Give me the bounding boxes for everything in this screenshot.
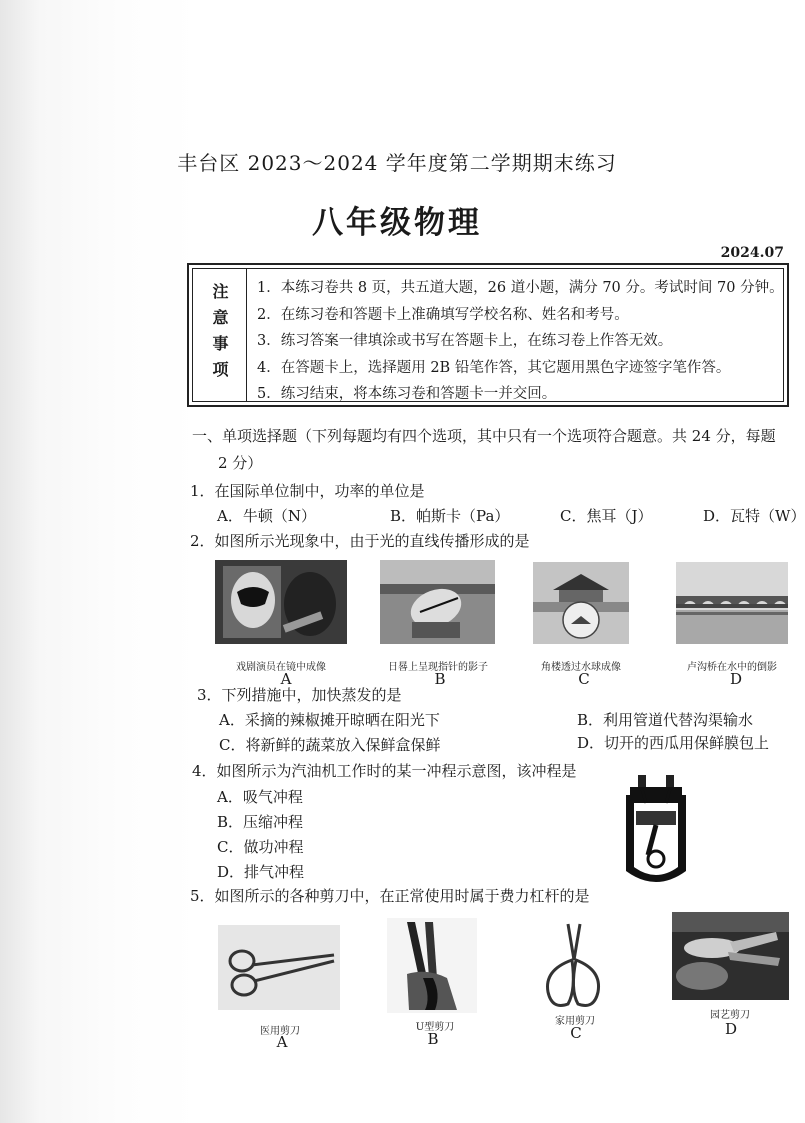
q5-letter-a: A	[276, 1033, 288, 1051]
q5-letter-b: B	[427, 1030, 439, 1048]
q4-option-a: A．吸气冲程	[217, 788, 303, 806]
q4-option-d: D．排气冲程	[217, 863, 305, 881]
notice-item: 5．练习结束，将本练习卷和答题卡一并交回。	[257, 386, 557, 402]
q1-option-d: D．瓦特（W）	[703, 507, 805, 525]
notice-item: 4．在答题卡上，选择题用 2B 铅笔作答，其它题用黑色字迹签字笔作答。	[257, 359, 731, 376]
q5-caption-a: 医用剪刀	[260, 1026, 300, 1037]
engine-stroke-diagram	[620, 775, 692, 885]
q3-option-c: C．将新鲜的蔬菜放入保鲜盒保鲜	[219, 736, 441, 754]
q5-stem: 5．如图所示的各种剪刀中，在正常使用时属于费力杠杆的是	[190, 887, 590, 905]
subject-title: 八年级物理	[312, 205, 482, 241]
section-heading-cont: 2 分）	[218, 454, 263, 472]
q5-caption-d: 园艺剪刀	[710, 1010, 750, 1021]
notice-item: 2．在练习卷和答题卡上准确填写学校名称、姓名和考号。	[257, 306, 629, 323]
notice-label: 注意事项	[193, 269, 247, 401]
q3-option-a: A．采摘的辣椒摊开晾晒在阳光下	[219, 711, 440, 729]
q1-option-b: B．帕斯卡（Pa）	[390, 507, 510, 525]
q2-letter-c: C	[578, 670, 590, 688]
water-ball-image	[533, 562, 629, 644]
q2-letter-d: D	[729, 670, 743, 688]
q5-caption-b: U型剪刀	[415, 1022, 455, 1033]
q3-stem: 3．下列措施中，加快蒸发的是	[197, 686, 402, 704]
q4-stem: 4．如图所示为汽油机工作时的某一冲程示意图，该冲程是	[192, 762, 577, 780]
q5-letter-c: C	[570, 1024, 582, 1042]
notice-items	[257, 275, 783, 408]
notice-item: 1．本练习卷共 8 页，共五道大题，26 道小题，满分 70 分。考试时间 70 分钟。	[257, 280, 784, 296]
medical-scissors-image	[218, 925, 340, 1010]
q3-option-d: D．切开的西瓜用保鲜膜包上	[577, 734, 770, 752]
q4-option-c: C．做功冲程	[217, 838, 304, 856]
q2-caption-d: 卢沟桥在水中的倒影	[687, 662, 777, 673]
q2-caption-c: 角楼透过水球成像	[541, 662, 621, 673]
q2-letter-a: A	[280, 670, 292, 688]
q1-option-c: C．焦耳（J）	[560, 507, 653, 525]
q3-option-b: B．利用管道代替沟渠输水	[577, 711, 754, 729]
q2-stem: 2．如图所示光现象中，由于光的直线传播形成的是	[190, 532, 530, 550]
u-scissors-image	[387, 918, 477, 1013]
exam-date: 2024.07	[720, 245, 784, 261]
garden-scissors-image	[672, 912, 789, 1000]
exam-title: 丰台区 2023～2024 学年度第二学期期末练习	[177, 151, 617, 175]
notice-item: 3．练习答案一律填涂或书写在答题卡上，在练习卷上作答无效。	[257, 333, 673, 349]
household-scissors-image	[538, 920, 608, 1012]
q2-letter-b: B	[434, 670, 446, 688]
q2-caption-b: 日晷上呈现指针的影子	[388, 662, 488, 673]
q5-letter-d: D	[724, 1020, 738, 1038]
q2-caption-a: 戏剧演员在镜中成像	[236, 662, 326, 673]
q4-option-b: B．压缩冲程	[217, 813, 304, 831]
q1-stem: 1．在国际单位制中，功率的单位是	[190, 482, 425, 500]
q5-caption-c: 家用剪刀	[555, 1016, 595, 1027]
notice-box	[187, 263, 789, 407]
q1-option-a: A．牛顿（N）	[217, 507, 316, 525]
sundial-image	[380, 560, 495, 644]
section-heading: 一、单项选择题（下列每题均有四个选项，其中只有一个选项符合题意。共 24 分，每题	[192, 427, 776, 445]
opera-mirror-image	[215, 560, 347, 644]
bridge-reflection-image	[676, 562, 788, 644]
